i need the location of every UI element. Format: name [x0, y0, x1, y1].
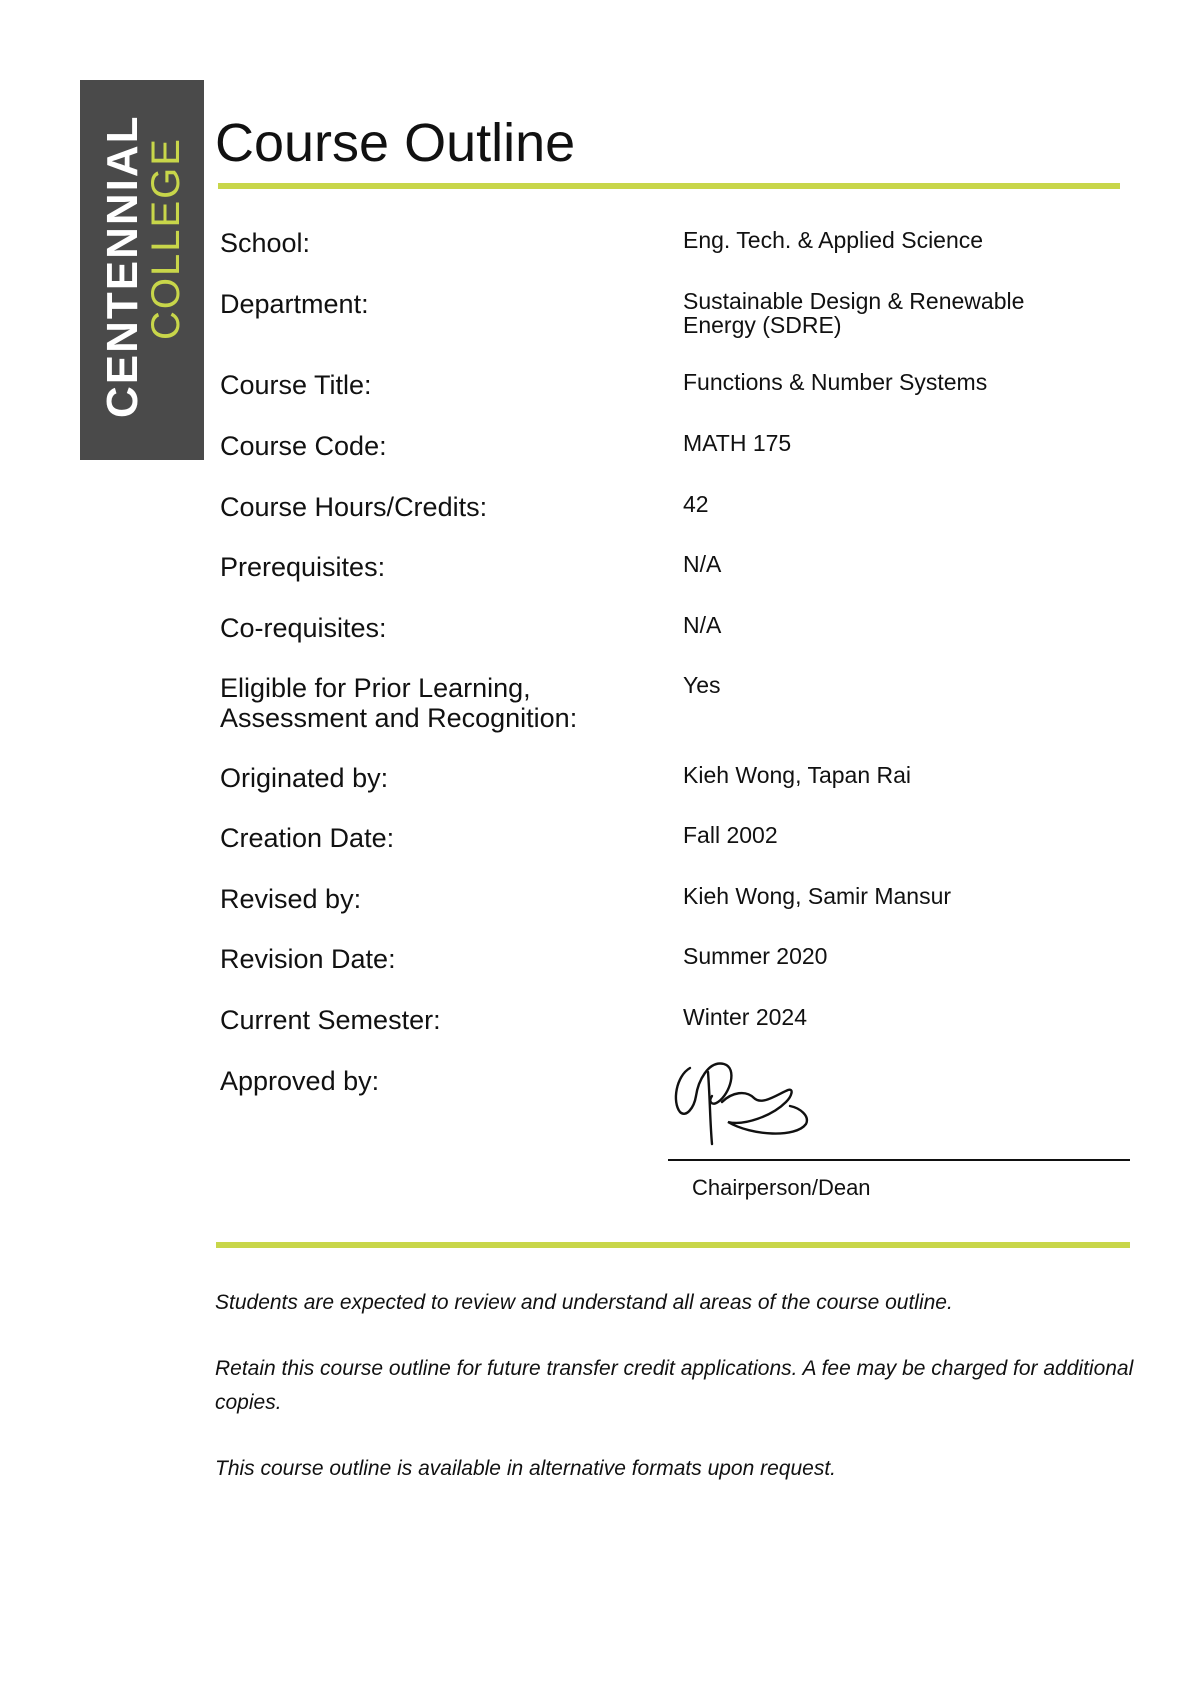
field-label: Prerequisites:: [220, 552, 386, 582]
field-value: 42: [683, 491, 709, 517]
field-value: Yes: [683, 672, 721, 698]
field-value: Kieh Wong, Samir Mansur: [683, 883, 952, 909]
field-label: Originated by:: [220, 763, 389, 793]
field-value: Summer 2020: [683, 943, 828, 969]
logo-line-centennial: CENTENNIAL: [98, 114, 147, 418]
field-label: Course Hours/Credits:: [220, 492, 488, 522]
field-value: N/A: [683, 612, 722, 638]
page-title: Course Outline: [215, 113, 576, 173]
field-value: Fall 2002: [683, 822, 778, 848]
field-label: Eligible for Prior Learning, Assessment and Recognition:: [220, 673, 578, 733]
notice-alternative-formats: This course outline is available in alternative formats upon request.: [215, 1457, 836, 1480]
signature-line: [668, 1159, 1130, 1161]
field-value: Eng. Tech. & Applied Science: [683, 227, 984, 253]
field-label: School:: [220, 228, 311, 258]
field-label: Co-requisites:: [220, 613, 387, 643]
field-label: Approved by:: [220, 1066, 380, 1096]
field-label: Creation Date:: [220, 823, 395, 853]
signature-caption: Chairperson/Dean: [692, 1175, 871, 1200]
college-logo: [80, 80, 204, 460]
field-value: Winter 2024: [683, 1004, 808, 1030]
field-value: Functions & Number Systems: [683, 369, 988, 395]
logo-text: [80, 80, 204, 460]
notice-divider: [216, 1242, 1130, 1248]
notice-review: Students are expected to review and understand all areas of the course outline.: [215, 1291, 953, 1314]
field-value: N/A: [683, 551, 722, 577]
logo-line-college: COLLEGE: [144, 137, 188, 340]
field-label: Revision Date:: [220, 944, 396, 974]
field-value: MATH 175: [683, 430, 792, 456]
notice-retain: Retain this course outline for future transfer credit applications. A fee may be charged for additional copies.: [215, 1357, 1134, 1414]
field-label: Department:: [220, 289, 369, 319]
title-divider: [218, 183, 1120, 189]
signature-image: [668, 1050, 838, 1150]
field-label: Course Title:: [220, 370, 372, 400]
field-label: Current Semester:: [220, 1005, 441, 1035]
field-value: Sustainable Design & Renewable Energy (SDRE): [683, 288, 1025, 338]
field-label: Revised by:: [220, 884, 362, 914]
field-label: Course Code:: [220, 431, 387, 461]
field-value: Kieh Wong, Tapan Rai: [683, 762, 912, 788]
